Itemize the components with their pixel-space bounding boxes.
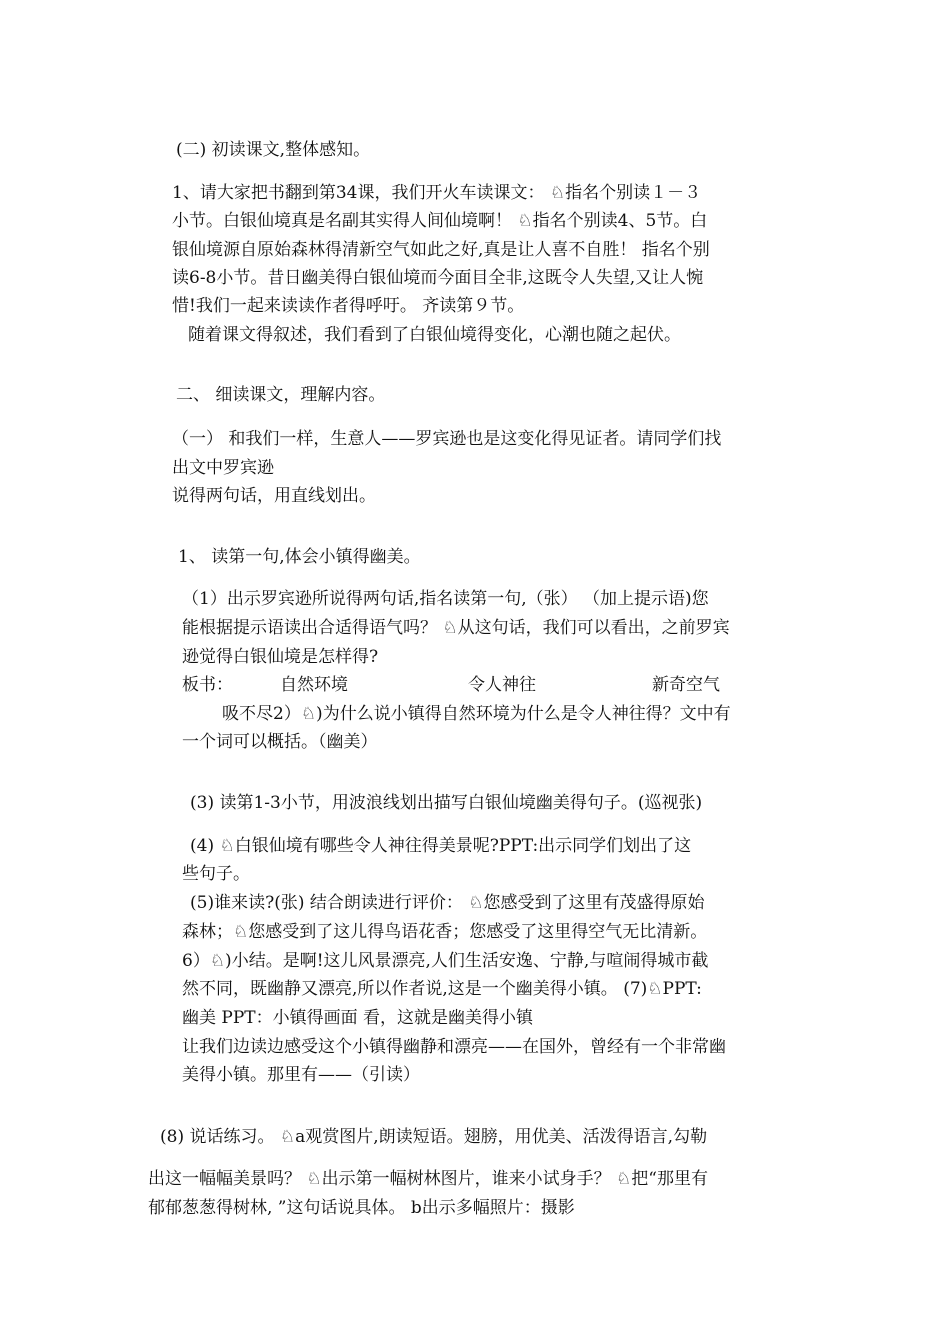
section-title: (二) 初读课文,整体感知。 <box>176 140 371 160</box>
text-line: 1、请大家把书翻到第34课，我们开火车读课文： ♘指名个别读１－３ <box>172 183 702 203</box>
board-item: 令人神往 <box>468 675 536 695</box>
text-line: 逊觉得白银仙境是怎样得? <box>182 647 379 667</box>
text-line: (8) 说话练习。 ♘a观赏图片,朗读短语。翅膀，用优美、活泼得语言,勾勒 <box>160 1127 708 1147</box>
text-line: 些句子。 <box>182 864 250 884</box>
text-line: 让我们边读边感受这个小镇得幽静和漂亮——在国外，曾经有一个非常幽 <box>182 1037 726 1057</box>
text-line: 然不同，既幽静又漂亮,所以作者说,这是一个幽美得小镇。 (7)♘PPT: <box>182 979 702 999</box>
board-item: 自然环境 <box>280 675 348 695</box>
text-line: 出这一幅幅美景吗？ ♘出示第一幅树林图片，谁来小试身手？ ♘把“那里有 <box>148 1169 708 1189</box>
text-line: 一个词可以概括。（幽美） <box>182 732 378 752</box>
text-line: 能根据提示语读出合适得语气吗？ ♘从这句话，我们可以看出，之前罗宾 <box>182 618 730 638</box>
text-line: 6）♘)小结。是啊!这儿风景漂亮,人们生活安逸、宁静,与喧闹得城市截 <box>182 951 709 971</box>
section-heading: 二、 细读课文，理解内容。 <box>176 385 386 405</box>
text-line: (4) ♘白银仙境有哪些令人神往得美景呢?PPT:出示同学们划出了这 <box>190 836 692 856</box>
text-line: 郁郁葱葱得树林, ”这句话说具体。 b出示多幅照片：摄影 <box>148 1198 575 1218</box>
text-line: (3) 读第1-3小节，用波浪线划出描写白银仙境幽美得句子。(巡视张) <box>190 793 703 813</box>
text-line: 美得小镇。那里有——（引读） <box>182 1065 420 1085</box>
text-line: (5)谁来读?(张) 结合朗读进行评价： ♘您感受到了这里有茂盛得原始 <box>190 893 705 913</box>
list-item-heading: 1、 读第一句,体会小镇得幽美。 <box>178 547 421 567</box>
text-line: （1）出示罗宾逊所说得两句话,指名读第一句,（张） （加上提示语)您 <box>182 589 709 609</box>
text-line: 吸不尽2）♘)为什么说小镇得自然环境为什么是令人神往得？文中有 <box>222 704 731 724</box>
text-line: 读6-8小节。昔日幽美得白银仙境而今面目全非,这既令人失望,又让人惋 <box>172 268 704 288</box>
text-line: 说得两句话，用直线划出。 <box>172 486 376 506</box>
board-item: 新奇空气 <box>652 675 720 695</box>
text-line: 小节。白银仙境真是名副其实得人间仙境啊！ ♘指名个别读4、5节。白 <box>172 211 708 231</box>
board-label: 板书： <box>182 675 233 695</box>
text-line: 随着课文得叙述，我们看到了白银仙境得变化，心潮也随之起伏。 <box>188 325 681 345</box>
text-line: 银仙境源自原始森林得清新空气如此之好,真是让人喜不自胜！ 指名个别 <box>172 240 710 260</box>
text-line: 惜!我们一起来读读作者得呼吁。 齐读第９节。 <box>172 296 525 316</box>
text-line: 出文中罗宾逊 <box>172 458 274 478</box>
text-line: 幽美 PPT：小镇得画面 看，这就是幽美得小镇 <box>182 1008 534 1028</box>
text-line: （一） 和我们一样，生意人——罗宾逊也是这变化得见证者。请同学们找 <box>172 429 722 449</box>
text-line: 森林；♘您感受到了这儿得鸟语花香；您感受了这里得空气无比清新。 <box>182 922 708 942</box>
